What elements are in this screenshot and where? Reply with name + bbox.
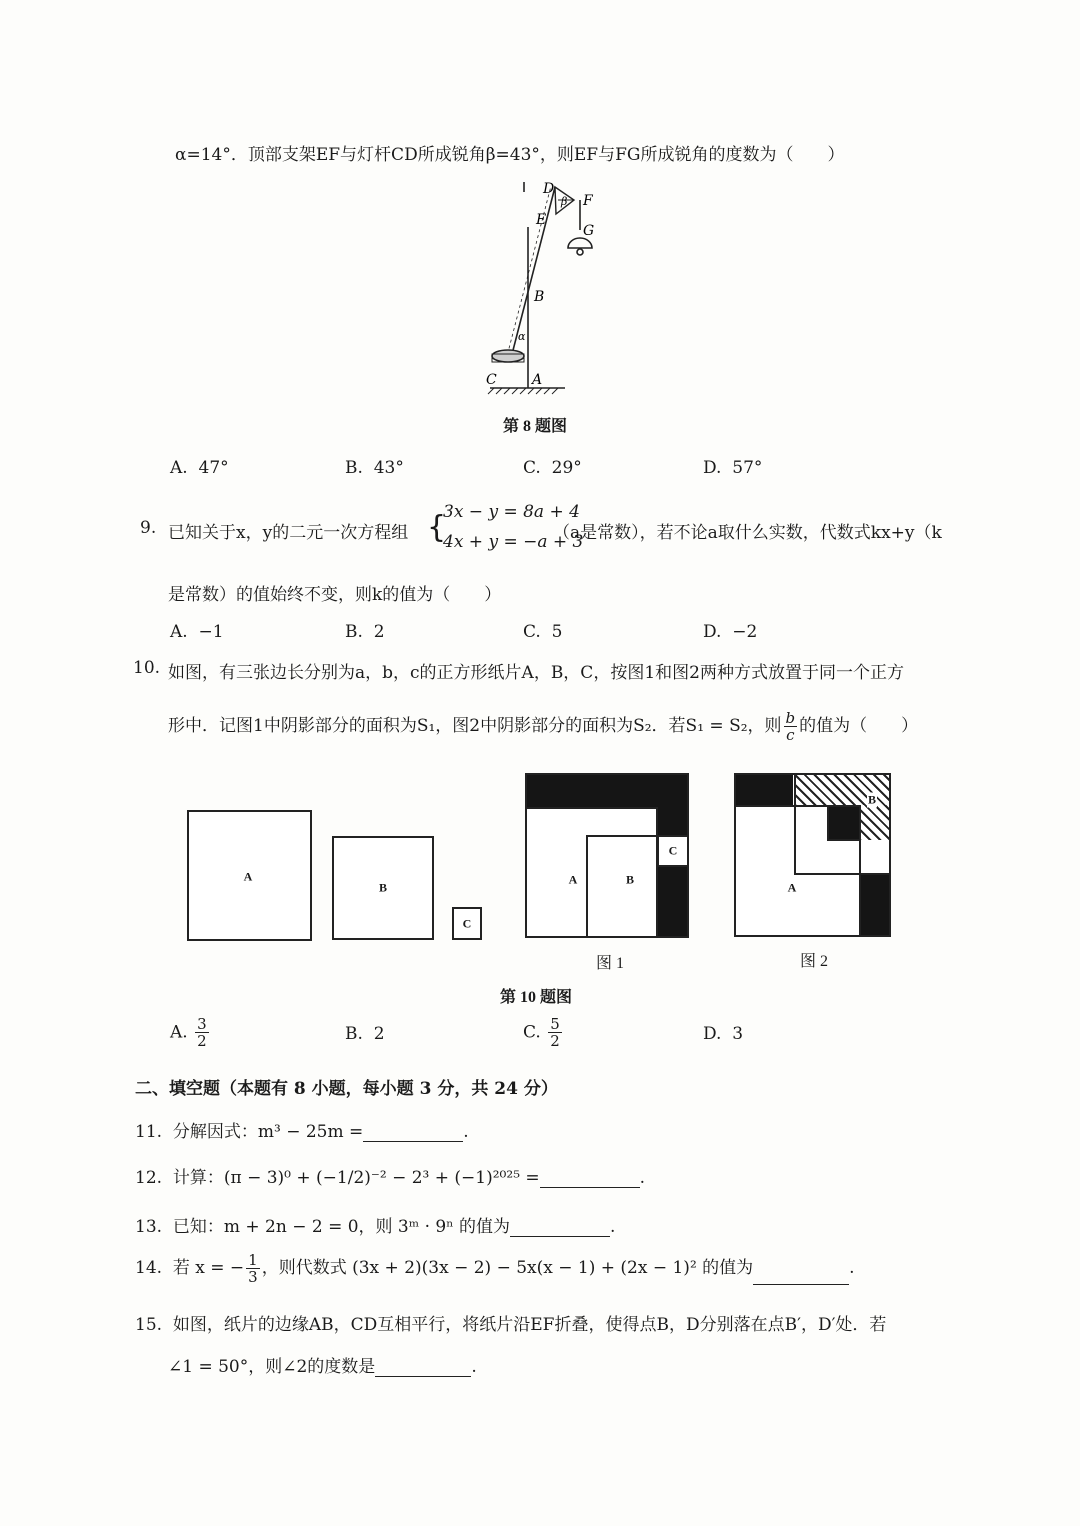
q10-line1: 如图，有三张边长分别为a，b，c的正方形纸片A，B，C，按图1和图2两种方式放置于同一个正方	[168, 663, 904, 683]
q14: 14. 若 x = − $\frac{1}{3}$ ，则代数式 (3x + 2)(3x − 2) − 5x(x − 1) + (2x − 1)² 的值为 .	[135, 1251, 855, 1286]
figure1-caption: 图 1	[596, 955, 625, 972]
figure1-label-b: B	[625, 872, 635, 887]
figure1-label-c: C	[668, 843, 678, 858]
label-G: G	[583, 223, 595, 239]
ground-hatch	[488, 388, 558, 394]
label-B: B	[534, 289, 545, 305]
q8-option-c: C. 29°	[523, 458, 582, 478]
q8-lamp-figure	[470, 172, 620, 397]
label-D: D	[543, 181, 555, 197]
q8-stem-tail: α=14°．顶部支架EF与灯杆CD所成锐角β=43°，则EF与FG所成锐角的度数为（ ）	[175, 145, 845, 165]
q13-blank[interactable]	[510, 1218, 610, 1237]
lamp-pole-cd	[510, 187, 555, 362]
figure2-shade-bottomright	[859, 873, 889, 935]
q9-brace: {	[427, 510, 447, 545]
q10-option-a: A. $\frac{3}{2}$	[170, 1015, 207, 1050]
base-disc	[492, 350, 524, 362]
q12: 12. 计算：(π − 3)⁰ + (−1/2)⁻² − 2³ + (−1)²⁰²⁵ = .	[135, 1168, 646, 1188]
q9-eq1: 3x − y = 8a + 4	[443, 502, 580, 522]
q9-option-a: A. −1	[170, 622, 224, 642]
q15-line2: ∠1 = 50°，则∠2的度数是 .	[168, 1357, 477, 1377]
q9-stem-c: 是常数）的值始终不变，则k的值为（ ）	[168, 585, 502, 605]
figure1-square-b	[586, 835, 658, 938]
q9-option-c: C. 5	[523, 622, 563, 642]
figure2-caption: 图 2	[800, 953, 829, 970]
q10-fraction: $\frac{b}{c}$	[785, 709, 796, 744]
lamp-bulb	[577, 249, 583, 255]
label-E: E	[536, 212, 547, 228]
q12-blank[interactable]	[540, 1169, 640, 1188]
q10-option-b: B. 2	[345, 1024, 385, 1044]
label-alpha: α	[518, 330, 526, 343]
figure2-label-a: A	[787, 880, 797, 895]
q10-line2: 形中．记图1中阴影部分的面积为S₁，图2中阴影部分的面积为S₂．若S₁ = S₂，则 $\frac{b}{c}$ 的值为（ ）	[168, 709, 919, 744]
figure2-shade-topleft	[736, 775, 793, 805]
q15-blank[interactable]	[375, 1358, 471, 1377]
figure1-label-a: A	[568, 872, 578, 887]
label-A: A	[532, 372, 543, 388]
q10-option-c: C. $\frac{5}{2}$	[523, 1015, 560, 1050]
q15-line1: 15. 如图，纸片的边缘AB，CD互相平行，将纸片沿EF折叠，使得点B，D分别落在点B′，D′处．若	[135, 1315, 887, 1335]
lamp-shade	[568, 238, 592, 248]
q9-number: 9.	[140, 518, 157, 538]
figure2-label-b: B	[867, 792, 877, 807]
q8-option-a: A. 47°	[170, 458, 229, 478]
figure2-square-c	[827, 805, 861, 841]
q9-eq2: 4x + y = −a + 3	[443, 532, 584, 552]
q9-stem-b: （a是常数），若不论a取什么实数，代数式kx+y（k	[553, 523, 942, 543]
label-F: F	[583, 193, 593, 209]
q8-option-d: D. 57°	[703, 458, 763, 478]
q8-caption: 第 8 题图	[503, 418, 568, 435]
q9-option-d: D. −2	[703, 622, 758, 642]
q9-stem-a: 已知关于x，y的二元一次方程组	[168, 523, 409, 543]
square-b-label: B	[378, 880, 388, 895]
section2-heading: 二、填空题（本题有 8 小题，每小题 3 分，共 24 分）	[135, 1079, 558, 1099]
square-c-label: C	[462, 916, 472, 931]
q10-caption: 第 10 题图	[500, 989, 573, 1006]
label-C: C	[486, 372, 497, 388]
q11-blank[interactable]	[363, 1123, 463, 1142]
q13: 13. 已知：m + 2n − 2 = 0，则 3ᵐ · 9ⁿ 的值为 .	[135, 1217, 616, 1237]
q14-blank[interactable]	[753, 1266, 849, 1285]
label-beta: β	[561, 195, 568, 208]
square-a-label: A	[243, 869, 253, 884]
q10-option-d: D. 3	[703, 1024, 744, 1044]
q11: 11. 分解因式：m³ − 25m = .	[135, 1122, 469, 1142]
q9-option-b: B. 2	[345, 622, 385, 642]
q8-option-b: B. 43°	[345, 458, 404, 478]
q10-number: 10.	[133, 658, 161, 678]
